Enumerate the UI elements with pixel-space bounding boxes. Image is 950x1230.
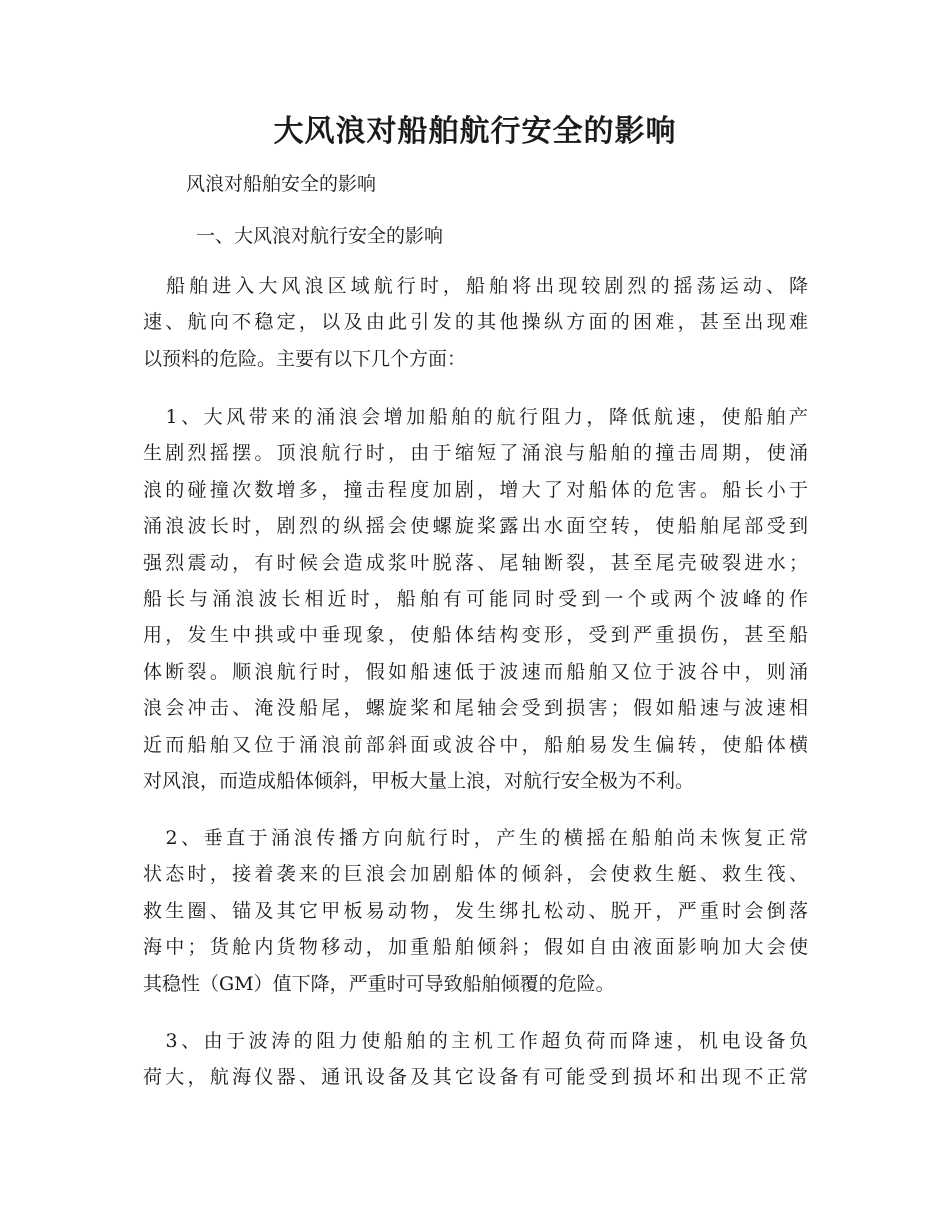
text-line: 海中；货舱内货物移动，加重船舶倾斜；假如自由液面影响加大会使	[143, 936, 808, 959]
text-line: 体断裂。顺浪航行时，假如船速低于波速而船舶又位于波谷中，则涌	[143, 660, 808, 683]
text-line: 对风浪，而造成船体倾斜，甲板大量上浪，对航行安全极为不利。	[143, 770, 695, 793]
text-line: 2、垂直于涌浪传播方向航行时，产生的横摇在船舶尚未恢复正常	[143, 827, 808, 849]
text-line: 强烈震动，有时候会造成浆叶脱落、尾轴断裂，甚至尾壳破裂进水；	[143, 551, 808, 574]
document-subtitle: 风浪对船舶安全的影响	[186, 173, 377, 195]
paragraph-intro	[143, 268, 808, 377]
text-line: 船舶进入大风浪区域航行时，船舶将出现较剧烈的摇荡运动、降	[143, 275, 808, 297]
text-line: 救生圈、锚及其它甲板易动物，发生绑扎松动、脱开，严重时会倒落	[143, 899, 808, 922]
text-line: 荷大，航海仪器、通讯设备及其它设备有可能受到损坏和出现不正常	[143, 1066, 808, 1089]
text-line: 船长与涌浪波长相近时，船舶有可能同时受到一个或两个波峰的作	[143, 588, 808, 611]
text-line: 1、大风带来的涌浪会增加船舶的航行阻力，降低航速，使船舶产	[143, 406, 808, 428]
text-line: 浪的碰撞次数增多，撞击程度加剧，增大了对船体的危害。船长小于	[143, 478, 808, 501]
paragraph-point-3	[143, 1023, 808, 1096]
text-line: 生剧烈摇摆。顶浪航行时，由于缩短了涌浪与船舶的撞击周期，使涌	[143, 442, 808, 465]
paragraph-point-2	[143, 820, 808, 1002]
text-line: 以预料的危险。主要有以下几个方面：	[143, 347, 467, 370]
text-line: 其稳性（GM）值下降，严重时可导致船舶倾覆的危险。	[143, 972, 615, 995]
text-line: 用，发生中拱或中垂现象，使船体结构变形，受到严重损伤，甚至船	[143, 624, 808, 647]
text-line: 浪会冲击、淹没船尾，螺旋桨和尾轴会受到损害；假如船速与波速相	[143, 697, 808, 720]
text-line: 状态时，接着袭来的巨浪会加剧船体的倾斜，会使救生艇、救生筏、	[143, 863, 808, 886]
text-line: 3、由于波涛的阻力使船舶的主机工作超负荷而降速，机电设备负	[143, 1030, 808, 1052]
paragraph-point-1	[143, 399, 808, 799]
document-title: 大风浪对船舶航行安全的影响	[273, 114, 677, 149]
text-line: 速、航向不稳定，以及由此引发的其他操纵方面的困难，甚至出现难	[143, 311, 808, 334]
text-line: 涌浪波长时，剧烈的纵摇会使螺旋桨露出水面空转，使船舶尾部受到	[143, 515, 808, 538]
text-line: 近而船舶又位于涌浪前部斜面或波谷中，船舶易发生偏转，使船体横	[143, 733, 808, 756]
section-heading: 一、大风浪对航行安全的影响	[196, 225, 444, 247]
